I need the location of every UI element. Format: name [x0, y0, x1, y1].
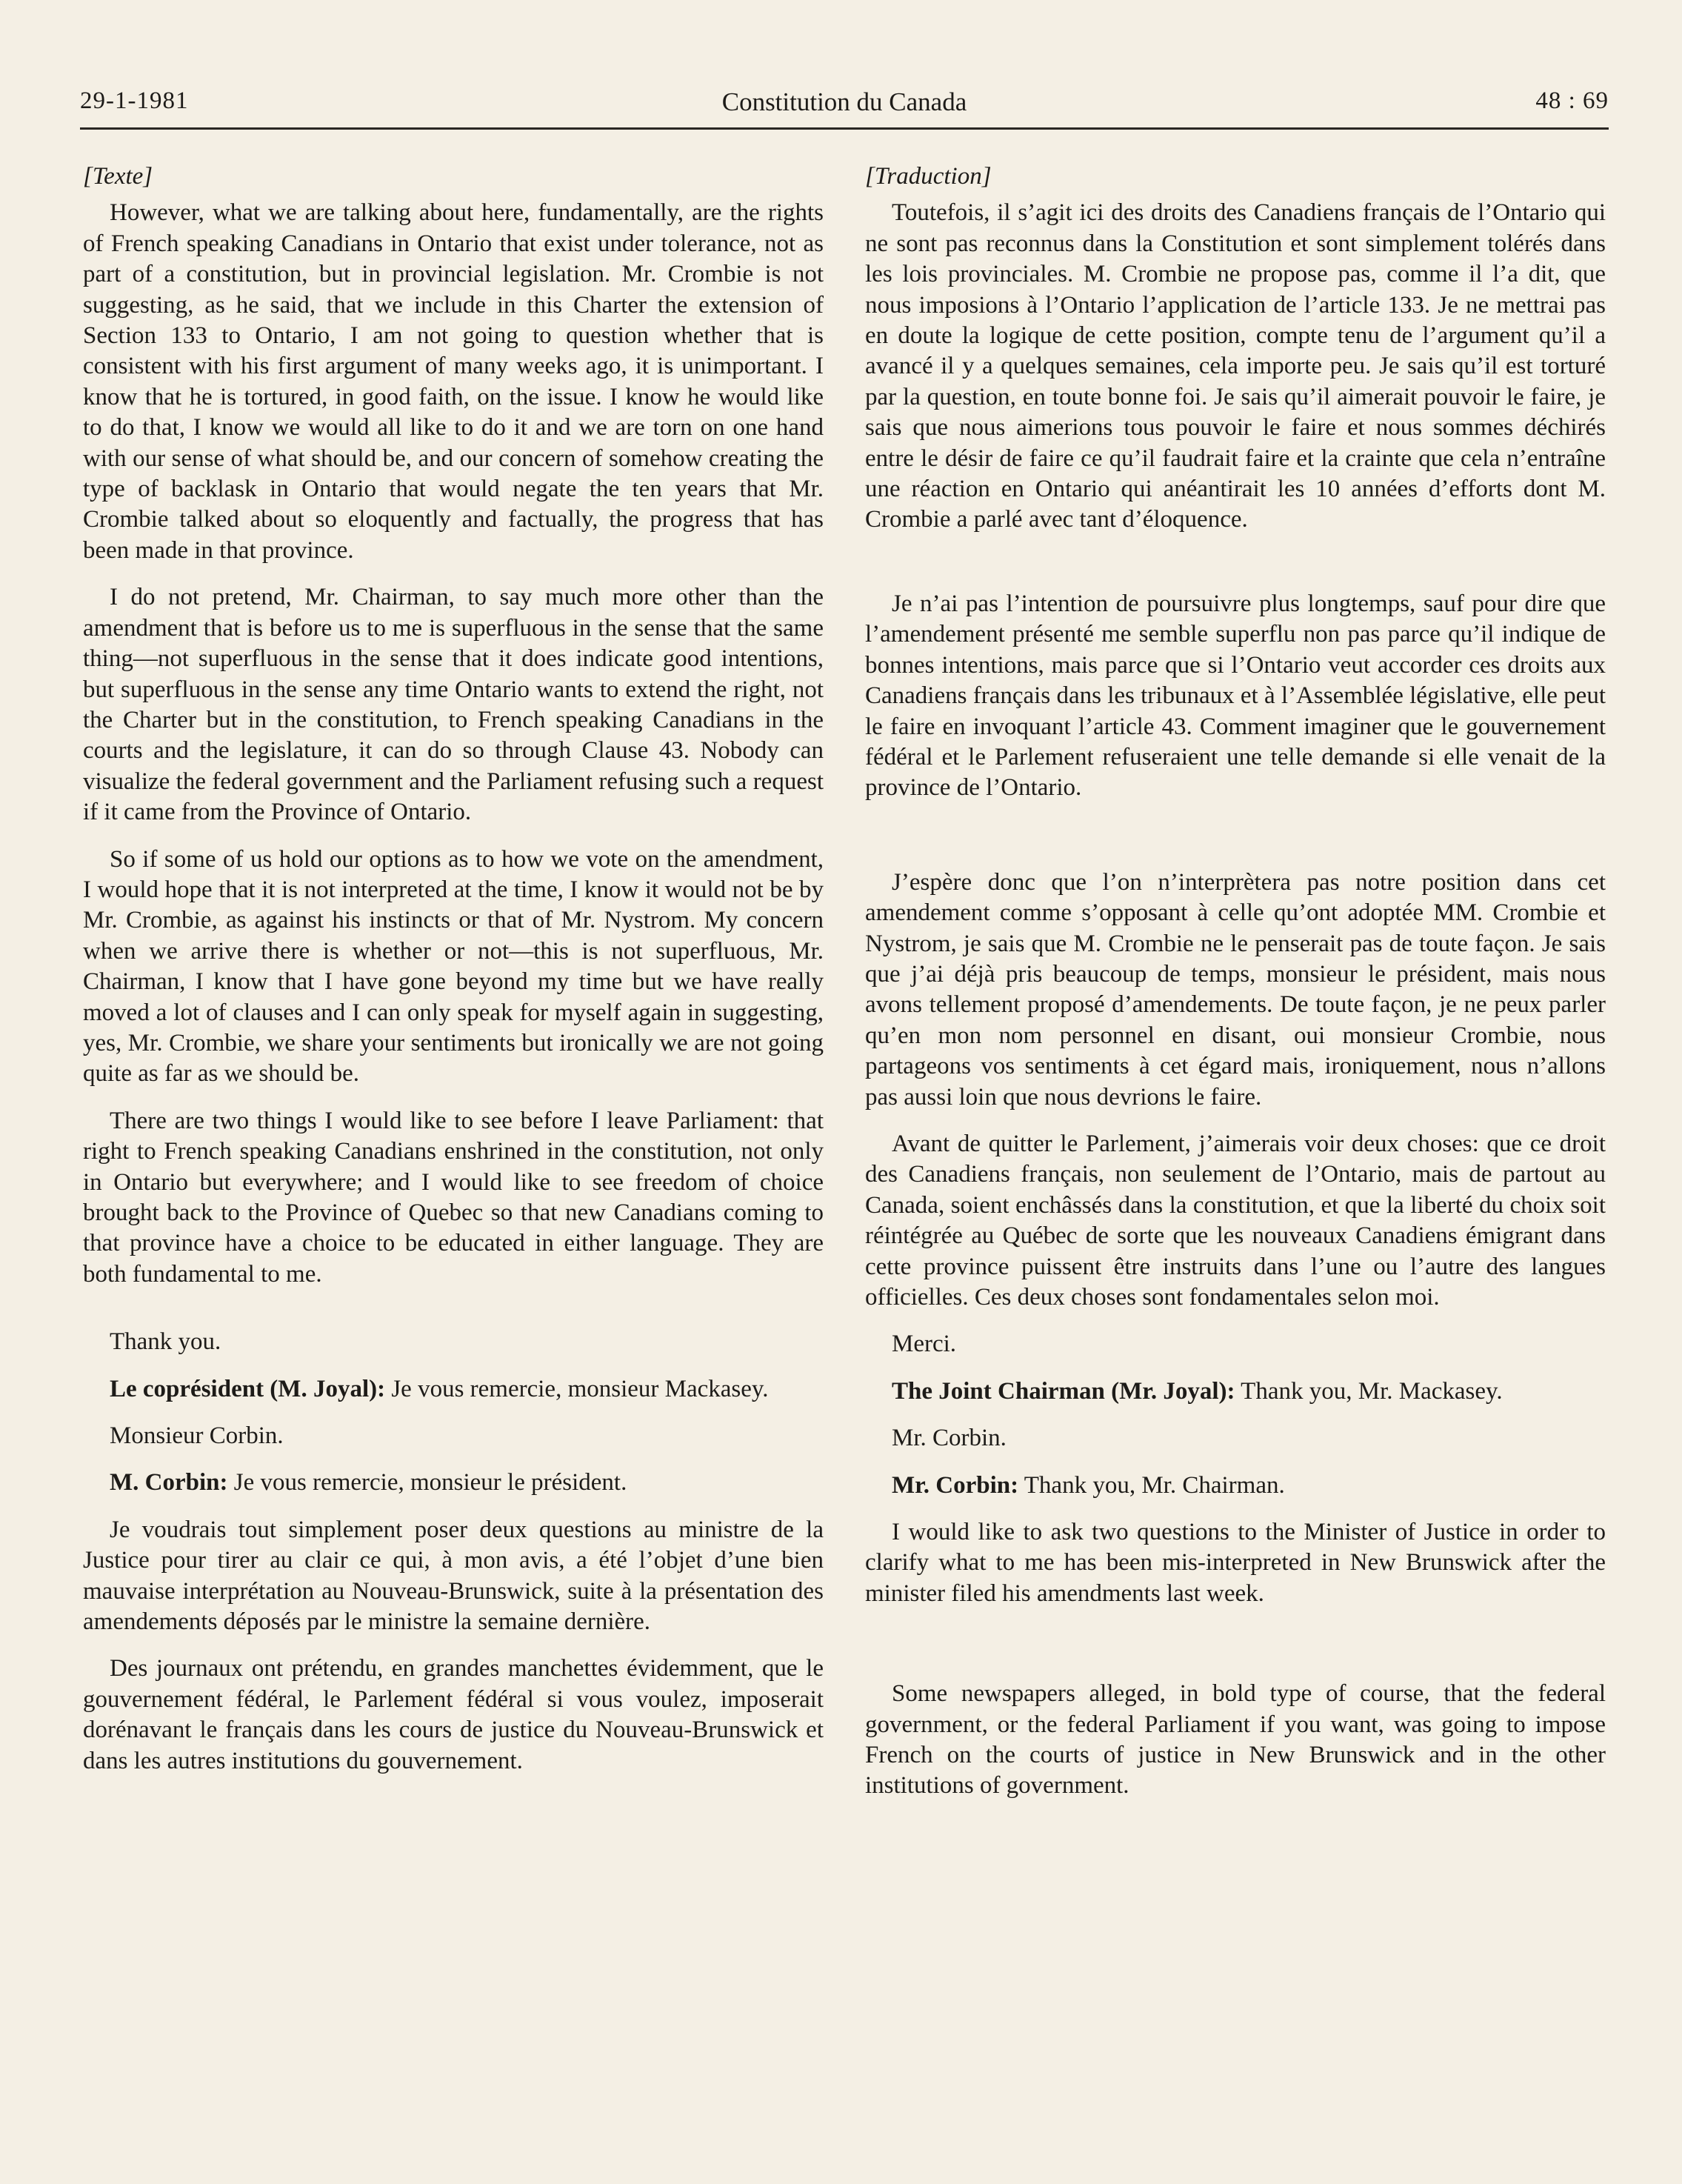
paragraph: Des journaux ont prétendu, en grandes manchettes évidemment, que le gouvernement fédéral, le Parlement fédéral si vous voulez, imposerait dorénavant le français dans les cours de justice du Nouveau-Brunswick et dans les autres institutions du gouvernement. — [83, 1655, 824, 1774]
speaker-name: The Joint Chairman (Mr. Joyal): — [892, 1377, 1235, 1405]
speaker-paragraph — [83, 1468, 824, 1498]
paragraph: Je voudrais tout simplement poser deux questions au ministre de la Justice pour tirer au clair ce qui, à mon avis, a été l’objet d’une bien mauvaise interprétation au Nouveau-Brunswick, suite à la présentation des amendements déposés par le ministre la semaine dernière. — [83, 1516, 824, 1636]
right-column — [865, 162, 1606, 1818]
paragraph: However, what we are talking about here, fundamentally, are the rights of French speaking Canadians in Ontario that exist under tolerance, not as part of a constitution, but in provincial legislation. Mr. Crombie is not suggesting, as he said, that we include in this Charter the extension of Section 133 to Ontario, I am not going to question whether that is consistent with his first argument of many weeks ago, it is unimportant. I know that he is tortured, in good faith, on the issue. I know he would like to do that, I know we would all like to do it and we are torn on one hand with our sense of what should be, and our concern of somehow creating the type of backlask in Ontario that would negate the ten years that Mr. Crombie talked about so eloquently and factually, the progress that has been made in that province. — [83, 199, 824, 564]
speaker-paragraph — [83, 1374, 824, 1405]
paragraph: Merci. — [892, 1331, 957, 1358]
spacer — [865, 820, 1606, 868]
left-column — [83, 162, 824, 1793]
speaker-paragraph — [865, 1471, 1606, 1501]
spacer — [865, 552, 1606, 589]
paragraph: I would like to ask two questions to the Minister of Justice in order to clarify what to me has been mis-interpreted in New Brunswick after the minister filed his amendments last week. — [865, 1519, 1606, 1607]
speech-text: Thank you, Mr. Chairman. — [1018, 1471, 1285, 1499]
paragraph: So if some of us hold our options as to how we vote on the amendment, I would hope that it is not interpreted at the time, I know it would not be by Mr. Crombie, as against his instincts or that of Mr. Nystrom. My concern when we arrive there is whether or not—this is not superfluous, Mr. Chairman, I know that I have gone beyond my time but we have really moved a lot of clauses and I can only speak for myself again in suggesting, yes, Mr. Crombie, we share your sentiments but ironically we are not going quite as far as we should be. — [83, 845, 824, 1088]
paragraph: I do not pretend, Mr. Chairman, to say much more other than the amendment that is before us to me is superfluous in the sense that the same thing—not superfluous in the sense that it does indicate good intentions, but superfluous in the sense any time Ontario wants to extend the right, not the Charter but in the constitution, to French speaking Canadians in the courts and the legislature, it can do so through Clause 43. Nobody can visualize the federal government and the Parliament refusing such a request if it came from the Province of Ontario. — [83, 584, 824, 826]
paragraph: There are two things I would like to see before I leave Parliament: that right to French speaking Canadians enshrined in the constitution, not only in Ontario but everywhere; and I would like to see freedom of choice brought back to the Province of Quebec so that new Canadians coming to that province have a choice to be educated in either language. They are both fundamental to me. — [83, 1107, 824, 1288]
paragraph: J’espère donc que l’on n’interprètera pas notre position dans cet amendement comme s’opposant à celle qu’ont adoptée MM. Crombie et Nystrom, je sais que M. Crombie ne le penserait pas de toute façon. Je sais que j’ai déjà pris beaucoup de temps, monsieur le président, mais nous avons tellement proposé d’amendements. De toute façon, je ne peux parler qu’en mon nom personnel en disant, oui monsieur Crombie, nous partageons vos sentiments à cet égard mais, ironiquement, nous n’allons pas aussi loin que nous devrions le faire. — [865, 868, 1606, 1111]
speaker-name: Mr. Corbin: — [892, 1471, 1019, 1499]
paragraph: Monsieur Corbin. — [110, 1422, 284, 1450]
header-page-number: 48 : 69 — [1535, 87, 1609, 114]
speaker-paragraph — [865, 1376, 1606, 1407]
spacer — [83, 1306, 824, 1327]
speaker-name: M. Corbin: — [110, 1469, 228, 1496]
header-title: Constitution du Canada — [721, 87, 967, 116]
speech-text: Je vous remercie, monsieur Mackasey. — [385, 1375, 769, 1402]
speech-text: Thank you, Mr. Mackasey. — [1235, 1377, 1503, 1405]
paragraph: Mr. Corbin. — [892, 1425, 1007, 1452]
section-tag: [Traduction] — [865, 163, 992, 190]
speech-text: Je vous remercie, monsieur le président. — [227, 1469, 627, 1496]
paragraph: Thank you. — [110, 1328, 221, 1356]
speaker-name: Le coprésident (M. Joyal): — [110, 1375, 386, 1402]
paragraph: Avant de quitter le Parlement, j’aimerais voir deux choses: que ce droit des Canadiens français, non seulement de l’Ontario, mais de partout au Canada, soient enchâssés dans la constitution, et que la liberté du choix soit réintégrée au Québec de sorte que les nouveaux Canadiens émigrant dans cette province puissent être instruits dans l’une ou l’autre des langues officielles. Ces deux choses sont fondamentales selon moi. — [865, 1130, 1606, 1311]
section-tag: [Texte] — [83, 163, 153, 190]
paragraph: Some newspapers alleged, in bold type of course, that the federal government, or the federal Parliament if you want, was going to impose French on the courts of justice in New Brunswick and in the other institutions of government. — [865, 1680, 1606, 1800]
header-date: 29-1-1981 — [80, 87, 189, 114]
paragraph: Toutefois, il s’agit ici des droits des Canadiens français de l’Ontario qui ne sont pas reconnus dans la Constitution et sont simplement tolérés dans les lois provinciales. M. Crombie ne propose pas, comme il l’a dit, que nous imposions à l’Ontario l’application de l’article 133. Je ne mettrai pas en doute la logique de cette position, compte tenu de l’argument qu’il a avancé il y a quelques semaines, cela importe peu. Je sais qu’il est torturé par la question, en toute bonne foi. Je sais qu’il aimerait pouvoir le faire, je sais que nous aimerions tous pouvoir le faire et nous sommes déchirés entre le désir de faire ce qu’il faudrait faire et la crainte que cela n’entraîne une réaction en Ontario qui anéantirait les 10 années d’efforts dont M. Crombie a parlé avec tant d’éloquence. — [865, 199, 1606, 533]
page-header — [80, 87, 1609, 130]
spacer — [865, 1625, 1606, 1679]
paragraph: Je n’ai pas l’intention de poursuivre plus longtemps, sauf pour dire que l’amendement présenté me semble superflu non pas parce qu’il indique de bonnes intentions, mais parce que si l’Ontario veut accorder ces droits aux Canadiens français dans les tribunaux et à l’Assemblée législative, elle peut le faire en invoquant l’article 43. Comment imaginer que le gouvernement fédéral et le Parlement refuseraient une telle demande si elle venait de la province de l’Ontario. — [865, 590, 1606, 802]
